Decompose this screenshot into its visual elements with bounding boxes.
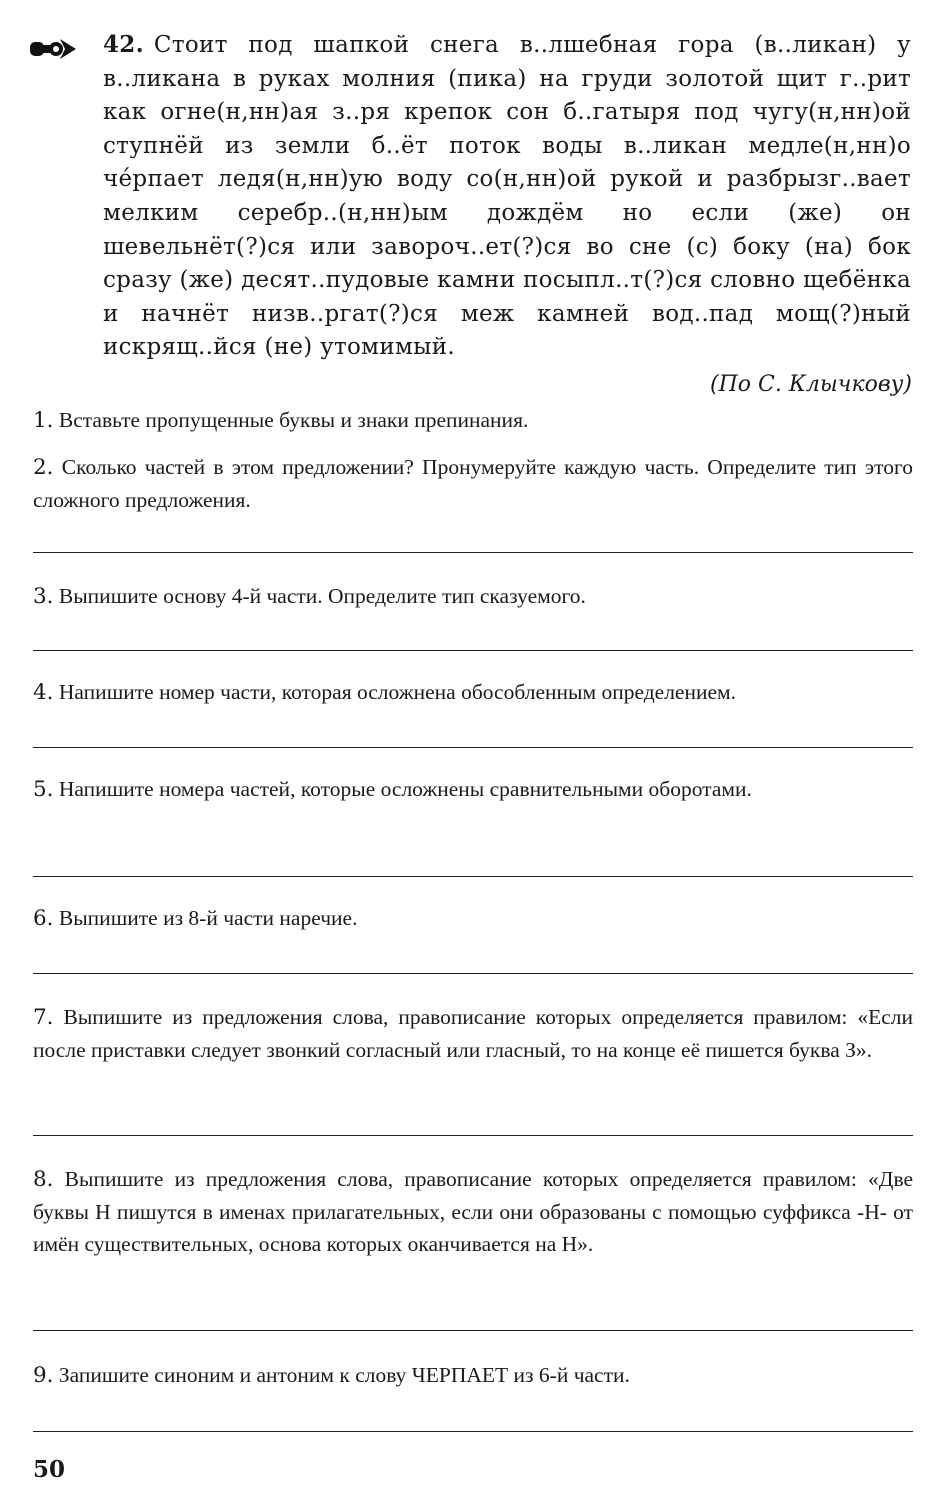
task-number: 1. [33, 408, 54, 433]
answer-line[interactable] [33, 973, 913, 974]
answer-line[interactable] [33, 1135, 913, 1136]
task-text: Напишите номер части, которая осложнена обособленным определением. [58, 680, 737, 704]
task-number: 9. [33, 1363, 54, 1388]
answer-line[interactable] [33, 876, 913, 877]
answer-line[interactable] [33, 1330, 913, 1331]
task-3 [33, 580, 913, 613]
task-8 [33, 1163, 913, 1260]
task-text: Вставьте пропущенные буквы и знаки препинания. [58, 408, 529, 432]
exercise-passage [103, 28, 911, 365]
task-9 [33, 1359, 913, 1392]
task-number: 5. [33, 777, 54, 802]
exercise-text: Стоит под шапкой снега в..лшебная гора (в..ликан) у в..ликана в руках молния (пика) на груди золотой щит г..рит как огне(н,нн)ая з..ря крепок сон б..гатыря под чугу(н,нн)ой ступнёй из земли б..ёт поток воды в..ликан медле(н,нн)о чéрпает ледя(н,нн)ую воду со(н,нн)ой рукой и разбрызг..вает мелким серебр..(н,нн)ым дождём но если (же) он шевельнёт(?)ся или завороч..ет(?)ся во сне (с) боку (на) бок сразу (же) десят..пудовые камни посыпл..т(?)ся словно щебёнка и начнёт низв..ргат(?)ся меж камней вод..пад мощ(?)ный искрящ..йся (не) утомимый. [103, 32, 911, 361]
exercise-marker-icon [30, 36, 80, 62]
answer-line[interactable] [33, 747, 913, 748]
task-2 [33, 451, 913, 516]
page-number: 50 [33, 1456, 66, 1483]
task-text: Напишите номера частей, которые осложнены сравнительными оборотами. [58, 777, 752, 801]
task-number: 7. [33, 1005, 54, 1030]
task-text: Выпишите из 8-й части наречие. [58, 906, 358, 930]
answer-line[interactable] [33, 552, 913, 553]
exercise-source: (По С. Клычкову) [710, 372, 912, 397]
task-number: 3. [33, 584, 54, 609]
task-number: 4. [33, 680, 54, 705]
task-6 [33, 902, 913, 935]
task-text: Выпишите из предложения слова, правописание которых определяется правилом: «Две буквы Н пишутся в именах прилагательных, если они образованы с помощью суффикса -Н- от имён существительных, основа которых оканчивается на Н». [33, 1167, 914, 1256]
task-text: Сколько частей в этом предложении? Пронумеруйте каждую часть. Определите тип этого сложного предложения. [33, 455, 913, 512]
task-number: 6. [33, 906, 54, 931]
task-1 [33, 404, 913, 437]
task-number: 2. [33, 455, 54, 480]
task-7 [33, 1001, 913, 1066]
task-text: Выпишите основу 4-й части. Определите тип сказуемого. [58, 584, 586, 608]
answer-line[interactable] [33, 650, 913, 651]
task-text: Запишите синоним и антоним к слову ЧЕРПАЕТ из 6-й части. [58, 1363, 630, 1387]
task-5 [33, 773, 913, 806]
task-number: 8. [33, 1167, 54, 1192]
task-text: Выпишите из предложения слова, правописание которых определяется правилом: «Если после приставки следует звонкий согласный или гласный, то на конце её пишется буква З». [33, 1005, 914, 1062]
task-4 [33, 676, 913, 709]
exercise-number: 42. [103, 31, 144, 58]
answer-line[interactable] [33, 1431, 913, 1432]
